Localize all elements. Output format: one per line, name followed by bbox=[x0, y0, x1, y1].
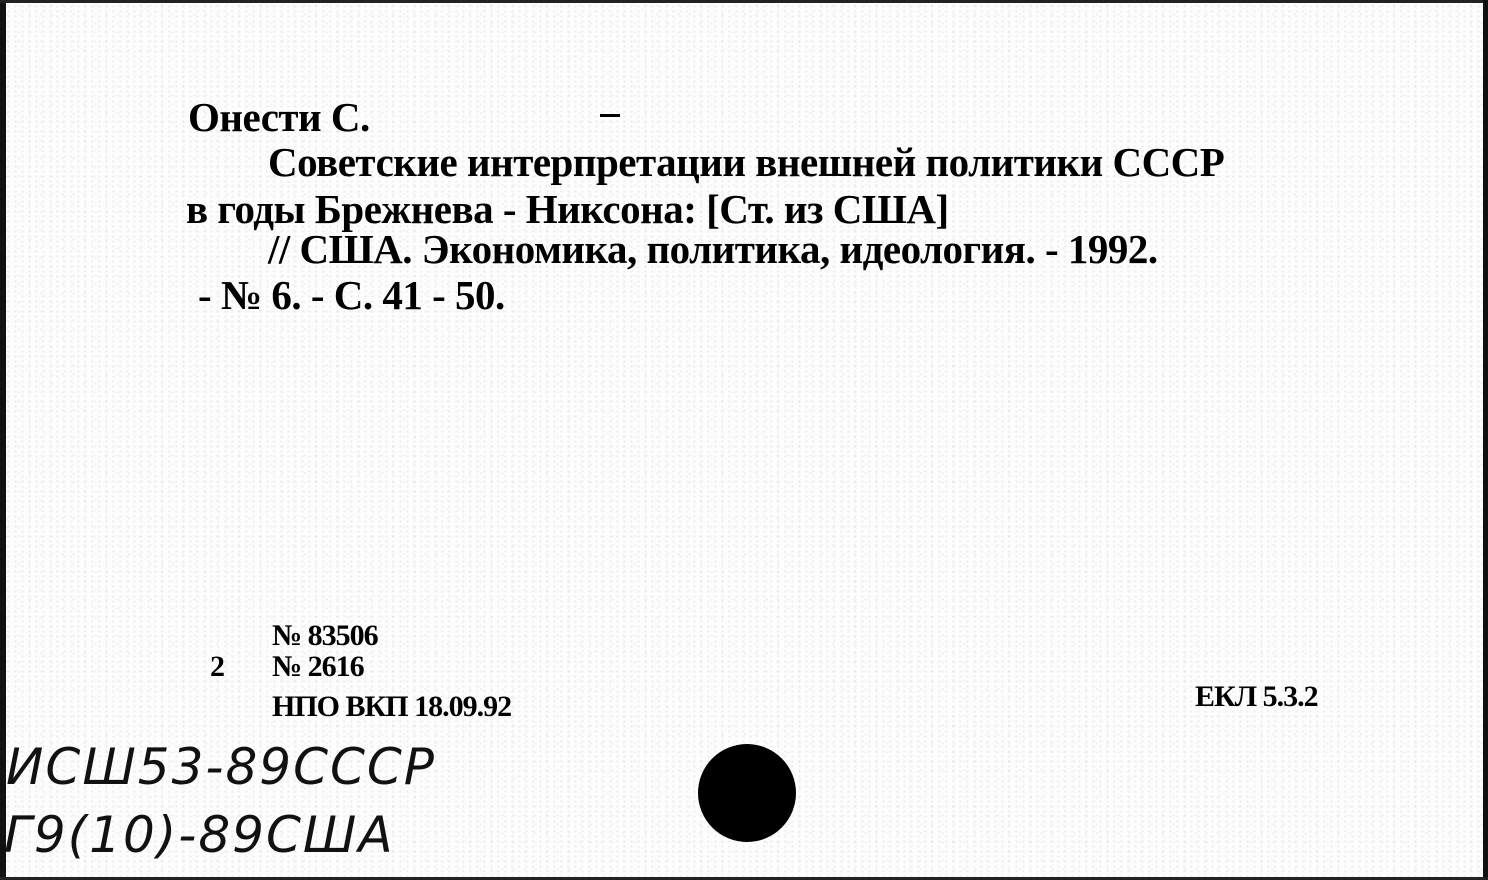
author-name: Онести С. bbox=[188, 94, 370, 140]
classification-code: ЕКЛ 5.3.2 bbox=[1195, 680, 1318, 713]
card-right-edge bbox=[1483, 0, 1488, 880]
copies-count: 2 bbox=[210, 650, 224, 683]
processing-stamp: НПО ВКП 18.09.92 bbox=[272, 690, 512, 723]
source-line-1: // США. Экономика, политика, идеология. - 1992. bbox=[268, 226, 1158, 272]
title-line-1: Советские интерпретации внешней политики СССР bbox=[268, 139, 1225, 185]
card-top-edge bbox=[0, 0, 1488, 3]
title-line-2: в годы Брежнева - Никсона: [Ст. из США] bbox=[186, 186, 949, 232]
punch-hole bbox=[698, 744, 796, 842]
inventory-number: № 83506 bbox=[272, 619, 378, 652]
record-number: № 2616 bbox=[272, 650, 364, 683]
scan-mark bbox=[600, 114, 620, 117]
source-line-2: - № 6. - С. 41 - 50. bbox=[198, 272, 505, 318]
handwritten-index-2: Г9(10)-89США bbox=[4, 806, 395, 864]
handwritten-index-1: ИСШ53-89СССР bbox=[6, 738, 436, 796]
